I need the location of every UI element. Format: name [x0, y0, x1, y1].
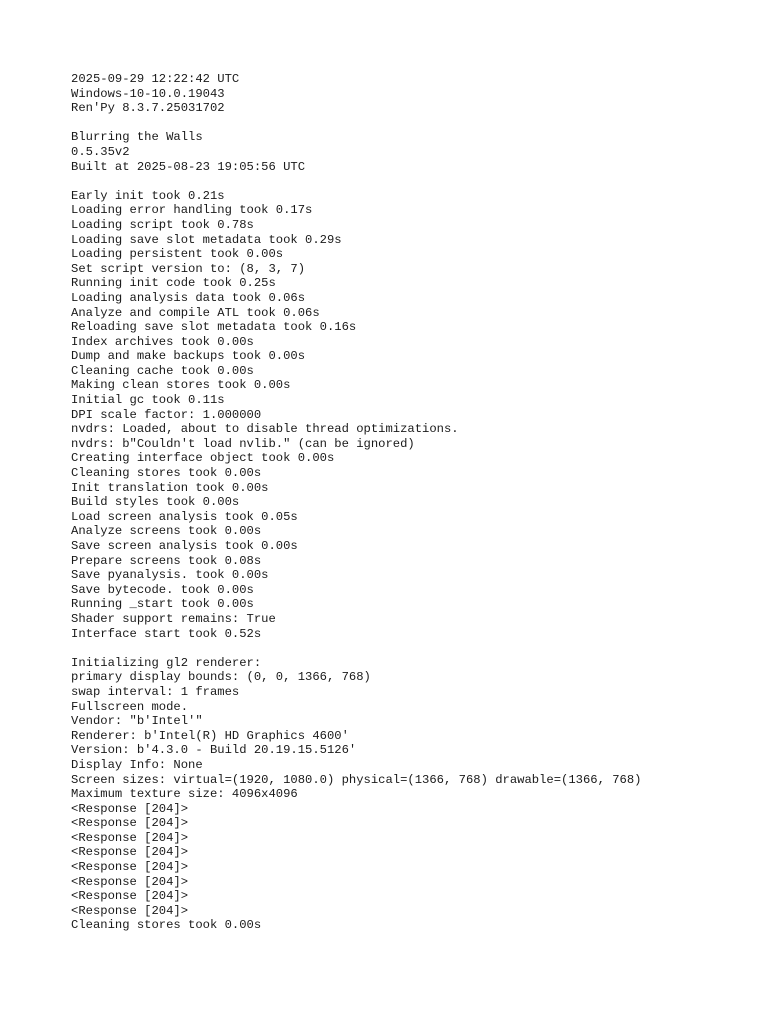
log-line: Renderer: b'Intel(R) HD Graphics 4600' — [71, 728, 349, 743]
log-line: <Response [204]> — [71, 801, 189, 816]
log-line: Making clean stores took 0.00s — [71, 378, 291, 393]
log-line: Loading script took 0.78s — [71, 217, 254, 232]
log-text — [71, 72, 641, 933]
log-line: Version: b'4.3.0 - Build 20.19.15.5126' — [71, 743, 357, 758]
log-line: Ren'Py 8.3.7.25031702 — [71, 101, 225, 116]
log-line: <Response [204]> — [71, 889, 189, 904]
log-line — [71, 174, 641, 189]
log-line: Initializing gl2 renderer: — [71, 655, 262, 670]
log-line: Fullscreen mode. — [71, 699, 189, 714]
log-line: Loading save slot metadata took 0.29s — [71, 232, 342, 247]
log-line: primary display bounds: (0, 0, 1366, 768) — [71, 670, 371, 685]
log-line: DPI scale factor: 1.000000 — [71, 407, 262, 422]
log-line: Initial gc took 0.11s — [71, 393, 225, 408]
log-line: Loading error handling took 0.17s — [71, 203, 313, 218]
log-line: Init translation took 0.00s — [71, 480, 269, 495]
log-line: Shader support remains: True — [71, 611, 276, 626]
log-line: Reloading save slot metadata took 0.16s — [71, 320, 357, 335]
log-line: <Response [204]> — [71, 830, 189, 845]
log-line: <Response [204]> — [71, 845, 189, 860]
log-line: Blurring the Walls — [71, 130, 203, 145]
log-line: Analyze screens took 0.00s — [71, 524, 262, 539]
log-line: Save screen analysis took 0.00s — [71, 539, 298, 553]
log-line: Cleaning stores took 0.00s — [71, 466, 262, 481]
log-line: Index archives took 0.00s — [71, 334, 254, 349]
log-line: Load screen analysis took 0.05s — [71, 509, 298, 524]
log-line: Cleaning stores took 0.00s — [71, 918, 262, 933]
log-line: Running init code took 0.25s — [71, 276, 276, 291]
log-line: Vendor: "b'Intel'" — [71, 714, 203, 729]
log-line: Cleaning cache took 0.00s — [71, 363, 254, 378]
log-line: Creating interface object took 0.00s — [71, 451, 335, 466]
log-line: Set script version to: (8, 3, 7) — [71, 261, 306, 276]
log-line: Loading analysis data took 0.06s — [71, 290, 306, 305]
log-line: <Response [204]> — [71, 903, 189, 918]
log-line: Loading persistent took 0.00s — [71, 247, 284, 262]
log-line: <Response [204]> — [71, 874, 189, 889]
log-line: swap interval: 1 frames — [71, 684, 240, 699]
log-line: Screen sizes: virtual=(1920, 1080.0) physical=(1366, 768) drawable=(1366, 768) — [71, 772, 642, 787]
log-line: Save bytecode. took 0.00s — [71, 582, 254, 597]
log-line: <Response [204]> — [71, 816, 189, 831]
log-line: nvdrs: Loaded, about to disable thread optimizations. — [71, 422, 459, 437]
log-line: Dump and make backups took 0.00s — [71, 349, 306, 364]
log-line: Early init took 0.21s — [71, 188, 225, 203]
log-line: Running _start took 0.00s — [71, 597, 254, 612]
log-line: Analyze and compile ATL took 0.06s — [71, 305, 320, 320]
log-line: Interface start took 0.52s — [71, 626, 262, 641]
log-line: Prepare screens took 0.08s — [71, 553, 262, 568]
log-line: Windows-10-10.0.19043 — [71, 86, 225, 101]
log-line: 2025-09-29 12:22:42 UTC — [71, 72, 240, 86]
log-line — [71, 641, 641, 656]
log-line: Build styles took 0.00s — [71, 495, 240, 510]
log-line — [71, 116, 641, 131]
log-line: <Response [204]> — [71, 860, 189, 875]
log-line: nvdrs: b"Couldn't load nvlib." (can be ignored) — [71, 436, 415, 451]
log-line: Save pyanalysis. took 0.00s — [71, 568, 269, 583]
log-line: Built at 2025-08-23 19:05:56 UTC — [71, 159, 306, 174]
log-line: Maximum texture size: 4096x4096 — [71, 787, 298, 802]
log-line: 0.5.35v2 — [71, 144, 130, 159]
log-line: Display Info: None — [71, 757, 203, 772]
